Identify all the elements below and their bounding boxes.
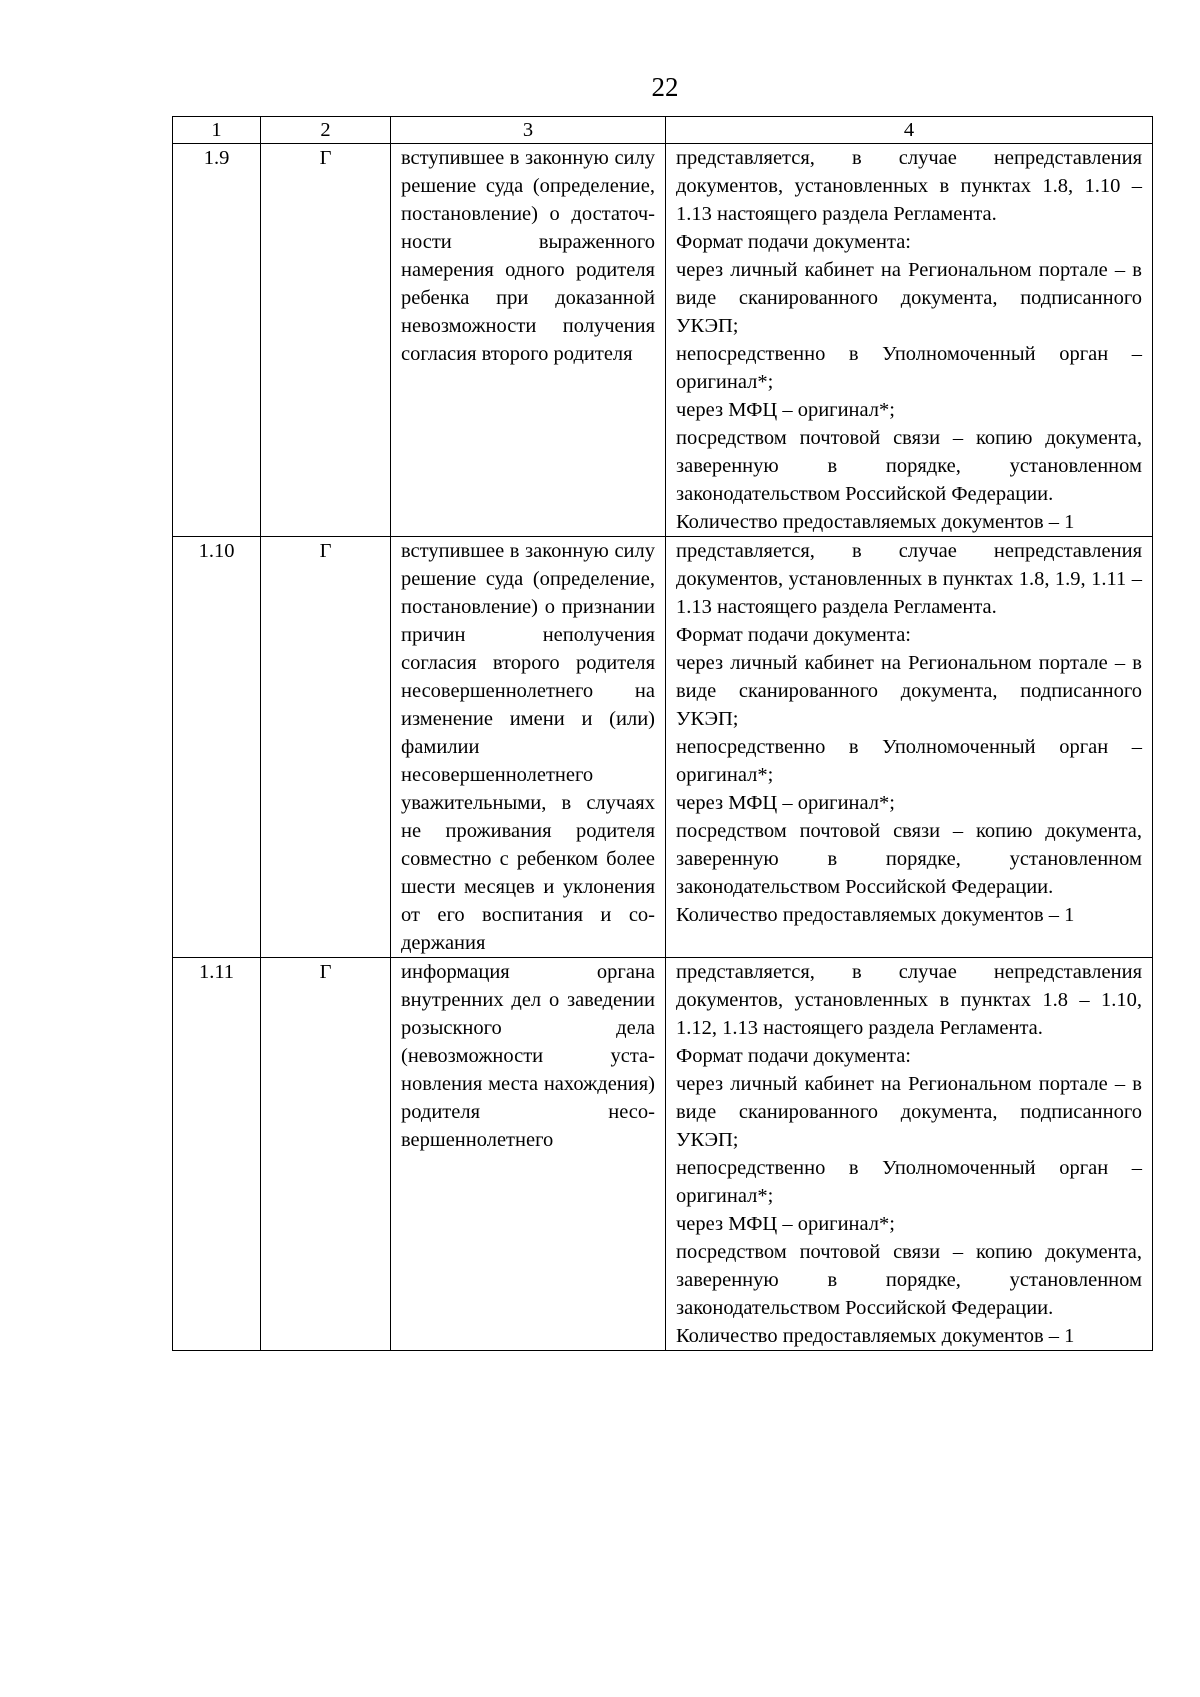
details-format-heading: Формат подачи документа: <box>676 231 911 253</box>
row-number: 1.10 <box>173 537 261 958</box>
details-condition: представляется, в случае непредставления документов, установленных в пунктах 1.8 – 1.10, 1.12, 1.13 настоящего раздела Регламента. <box>676 961 1142 1039</box>
details-mfc: через МФЦ – оригинал*; <box>676 792 895 814</box>
documents-table <box>172 116 1153 1351</box>
details-authority: непосредственно в Уполномоченный орган – оригинал*; <box>676 1157 1142 1207</box>
details-portal: через личный кабинет на Региональном портале – в виде сканированного документа, подписанного УКЭП; <box>676 1073 1142 1151</box>
row-category: Г <box>261 537 391 958</box>
column-header: 3 <box>391 117 666 144</box>
row-number: 1.9 <box>173 144 261 537</box>
details-quantity: Количество предоставляемых документов – 1 <box>676 904 1075 926</box>
details-authority: непосредственно в Уполномоченный орган – оригинал*; <box>676 736 1142 786</box>
table-row <box>173 144 1153 537</box>
document-details <box>666 958 1153 1351</box>
details-format-heading: Формат подачи документа: <box>676 624 911 646</box>
details-condition: представляется, в случае непредставления документов, установленных в пунктах 1.8, 1.10 – 1.13 настоящего раздела Регламента. <box>676 147 1142 225</box>
column-header: 1 <box>173 117 261 144</box>
document-name: информация органа внутренних дел о заведении розыскного дела (невозможности установления места нахождения) родителя несовершеннолетнего <box>391 958 666 1351</box>
table-header-row <box>173 117 1153 144</box>
row-category: Г <box>261 144 391 537</box>
details-portal: через личный кабинет на Региональном портале – в виде сканированного документа, подписанного УКЭП; <box>676 259 1142 337</box>
details-portal: через личный кабинет на Региональном портале – в виде сканированного документа, подписанного УКЭП; <box>676 652 1142 730</box>
document-name: вступившее в законную силу решение суда (определение, постановление) о признании причин неполучения согласия второго родителя несовершеннолетнего на изменение имени и (или) фамилии несовершеннолетнего уважительными, в случаях не проживания родителя совместно с ребенком более шести месяцев и уклонения от его воспитания и содержания <box>391 537 666 958</box>
details-format-heading: Формат подачи документа: <box>676 1045 911 1067</box>
details-post: посредством почтовой связи – копию документа, заверенную в порядке, установленном законодательством Российской Федерации. <box>676 820 1142 898</box>
table-row <box>173 958 1153 1351</box>
page-number: 22 <box>651 72 679 102</box>
details-authority: непосредственно в Уполномоченный орган – оригинал*; <box>676 343 1142 393</box>
details-condition: представляется, в случае непредставления документов, установленных в пунктах 1.8, 1.9, 1.11 – 1.13 настоящего раздела Регламента. <box>676 540 1142 618</box>
details-quantity: Количество предоставляемых документов – 1 <box>676 511 1075 533</box>
document-name: вступившее в законную силу решение суда (определение, постановление) о достаточности выраженного намерения одного родителя ребенка при доказанной невозможности получения согласия второго родителя <box>391 144 666 537</box>
details-quantity: Количество предоставляемых документов – 1 <box>676 1325 1075 1347</box>
document-details <box>666 144 1153 537</box>
details-mfc: через МФЦ – оригинал*; <box>676 399 895 421</box>
column-header: 2 <box>261 117 391 144</box>
row-category: Г <box>261 958 391 1351</box>
table-row <box>173 537 1153 958</box>
row-number: 1.11 <box>173 958 261 1351</box>
details-post: посредством почтовой связи – копию документа, заверенную в порядке, установленном законодательством Российской Федерации. <box>676 427 1142 505</box>
column-header: 4 <box>666 117 1153 144</box>
document-details <box>666 537 1153 958</box>
details-post: посредством почтовой связи – копию документа, заверенную в порядке, установленном законодательством Российской Федерации. <box>676 1241 1142 1319</box>
details-mfc: через МФЦ – оригинал*; <box>676 1213 895 1235</box>
